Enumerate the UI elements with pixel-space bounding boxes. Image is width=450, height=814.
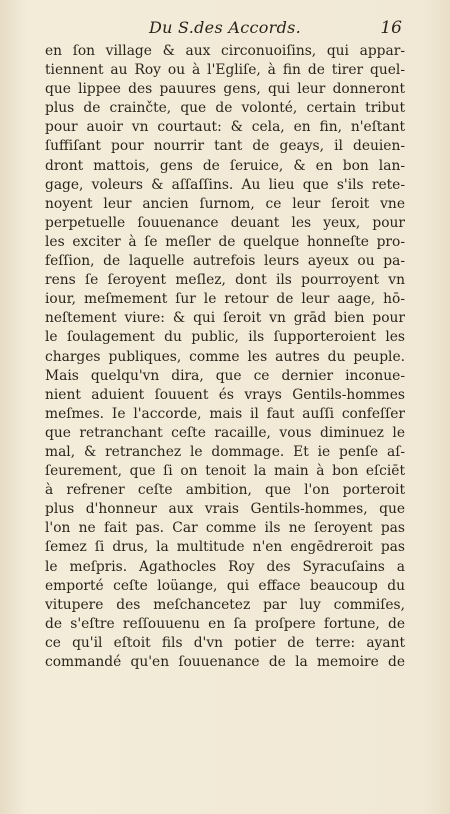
text-line: mal, & retranchez le dommage. Et ie penſe aſ- <box>45 443 405 460</box>
text-line: le meſpris. Agathocles Roy des Syracuſains a <box>45 558 405 575</box>
text-line: à refrener ceſte ambition, que l'on porteroit <box>45 482 405 499</box>
text-line: iour, meſmement ſur le retour de leur aage, hō- <box>45 291 405 308</box>
text-line: ce qu'il eſtoit fils d'vn potier de terre: ayant <box>45 634 405 651</box>
page-header <box>0 18 450 40</box>
text-line: que lippee des pauures gens, qui leur donneront <box>45 81 405 98</box>
text-line: l'on ne fait pas. Car comme ils ne ſeroyent pas <box>45 520 405 537</box>
text-line: emporté ceſte loüange, qui efface beaucoup du <box>45 577 405 594</box>
text-line: ſeurement, que ſi on tenoit la main à bon eſciēt <box>45 463 405 480</box>
text-line: tiennent au Roy ou à l'Egliſe, à fin de tirer quel- <box>45 62 405 79</box>
text-line: dront mattois, gens de ſeruice, & en bon lan- <box>45 157 405 174</box>
text-line: les exciter à ſe meſler de quelque honneſte pro- <box>45 233 405 250</box>
text-line: meſmes. Ie l'accorde, mais il faut auſſi confeſſer <box>45 405 405 422</box>
text-line: de s'eſtre reſſouuenu en ſa proſpere fortune, de <box>45 615 405 632</box>
text-line: gage, voleurs & aſſaſſins. Au lieu que s'ils rete- <box>45 176 405 193</box>
text-line: pour auoir vn courtaut: & cela, en fin, n'eſtant <box>45 119 405 136</box>
text-line: rens ſe ſeroyent meſlez, dont ils pourroyent vn <box>45 272 405 289</box>
text-line: commandé qu'en ſouuenance de la memoire de <box>45 654 405 670</box>
text-line: plus de crainčte, que de volonté, certain tribut <box>45 100 405 117</box>
text-line: feſſion, de laquelle autrefois leurs ayeux ou pa- <box>45 253 405 270</box>
text-line: ſuffiſant pour nourrir tant de geays, il deuien- <box>45 138 405 155</box>
text-line: noyent leur ancien ſurnom, ce leur ſeroit vne <box>45 195 405 212</box>
text-line: plus d'honneur aux vrais Gentils-hommes, que <box>45 501 405 518</box>
text-line: charges publiques, comme les autres du peuple. <box>45 348 405 365</box>
text-line: vitupere des meſchancetez par luy commiſes, <box>45 596 405 613</box>
text-line: nient aduient ſouuent és vrays Gentils-hommes <box>45 386 405 403</box>
text-line: le ſoulagement du public, ils ſupporteroient les <box>45 329 405 346</box>
text-line: que retranchant ceſte racaille, vous diminuez le <box>45 424 405 441</box>
page-number: 16 <box>380 18 402 38</box>
running-title: Du S.des Accords. <box>148 18 302 37</box>
body-text <box>45 42 405 672</box>
text-line: neſtement viure: & qui ſeroit vn grād bien pour <box>45 310 405 327</box>
text-line: Mais quelqu'vn dira, que ce dernier inconue- <box>45 367 405 384</box>
text-line: perpetuelle ſouuenance deuant les yeux, pour <box>45 214 405 231</box>
text-line: ſemez ſi drus, la multitude n'en engēdreroit pas <box>45 539 405 556</box>
text-line: en ſon village & aux circonuoiſins, qui appar- <box>45 43 405 59</box>
